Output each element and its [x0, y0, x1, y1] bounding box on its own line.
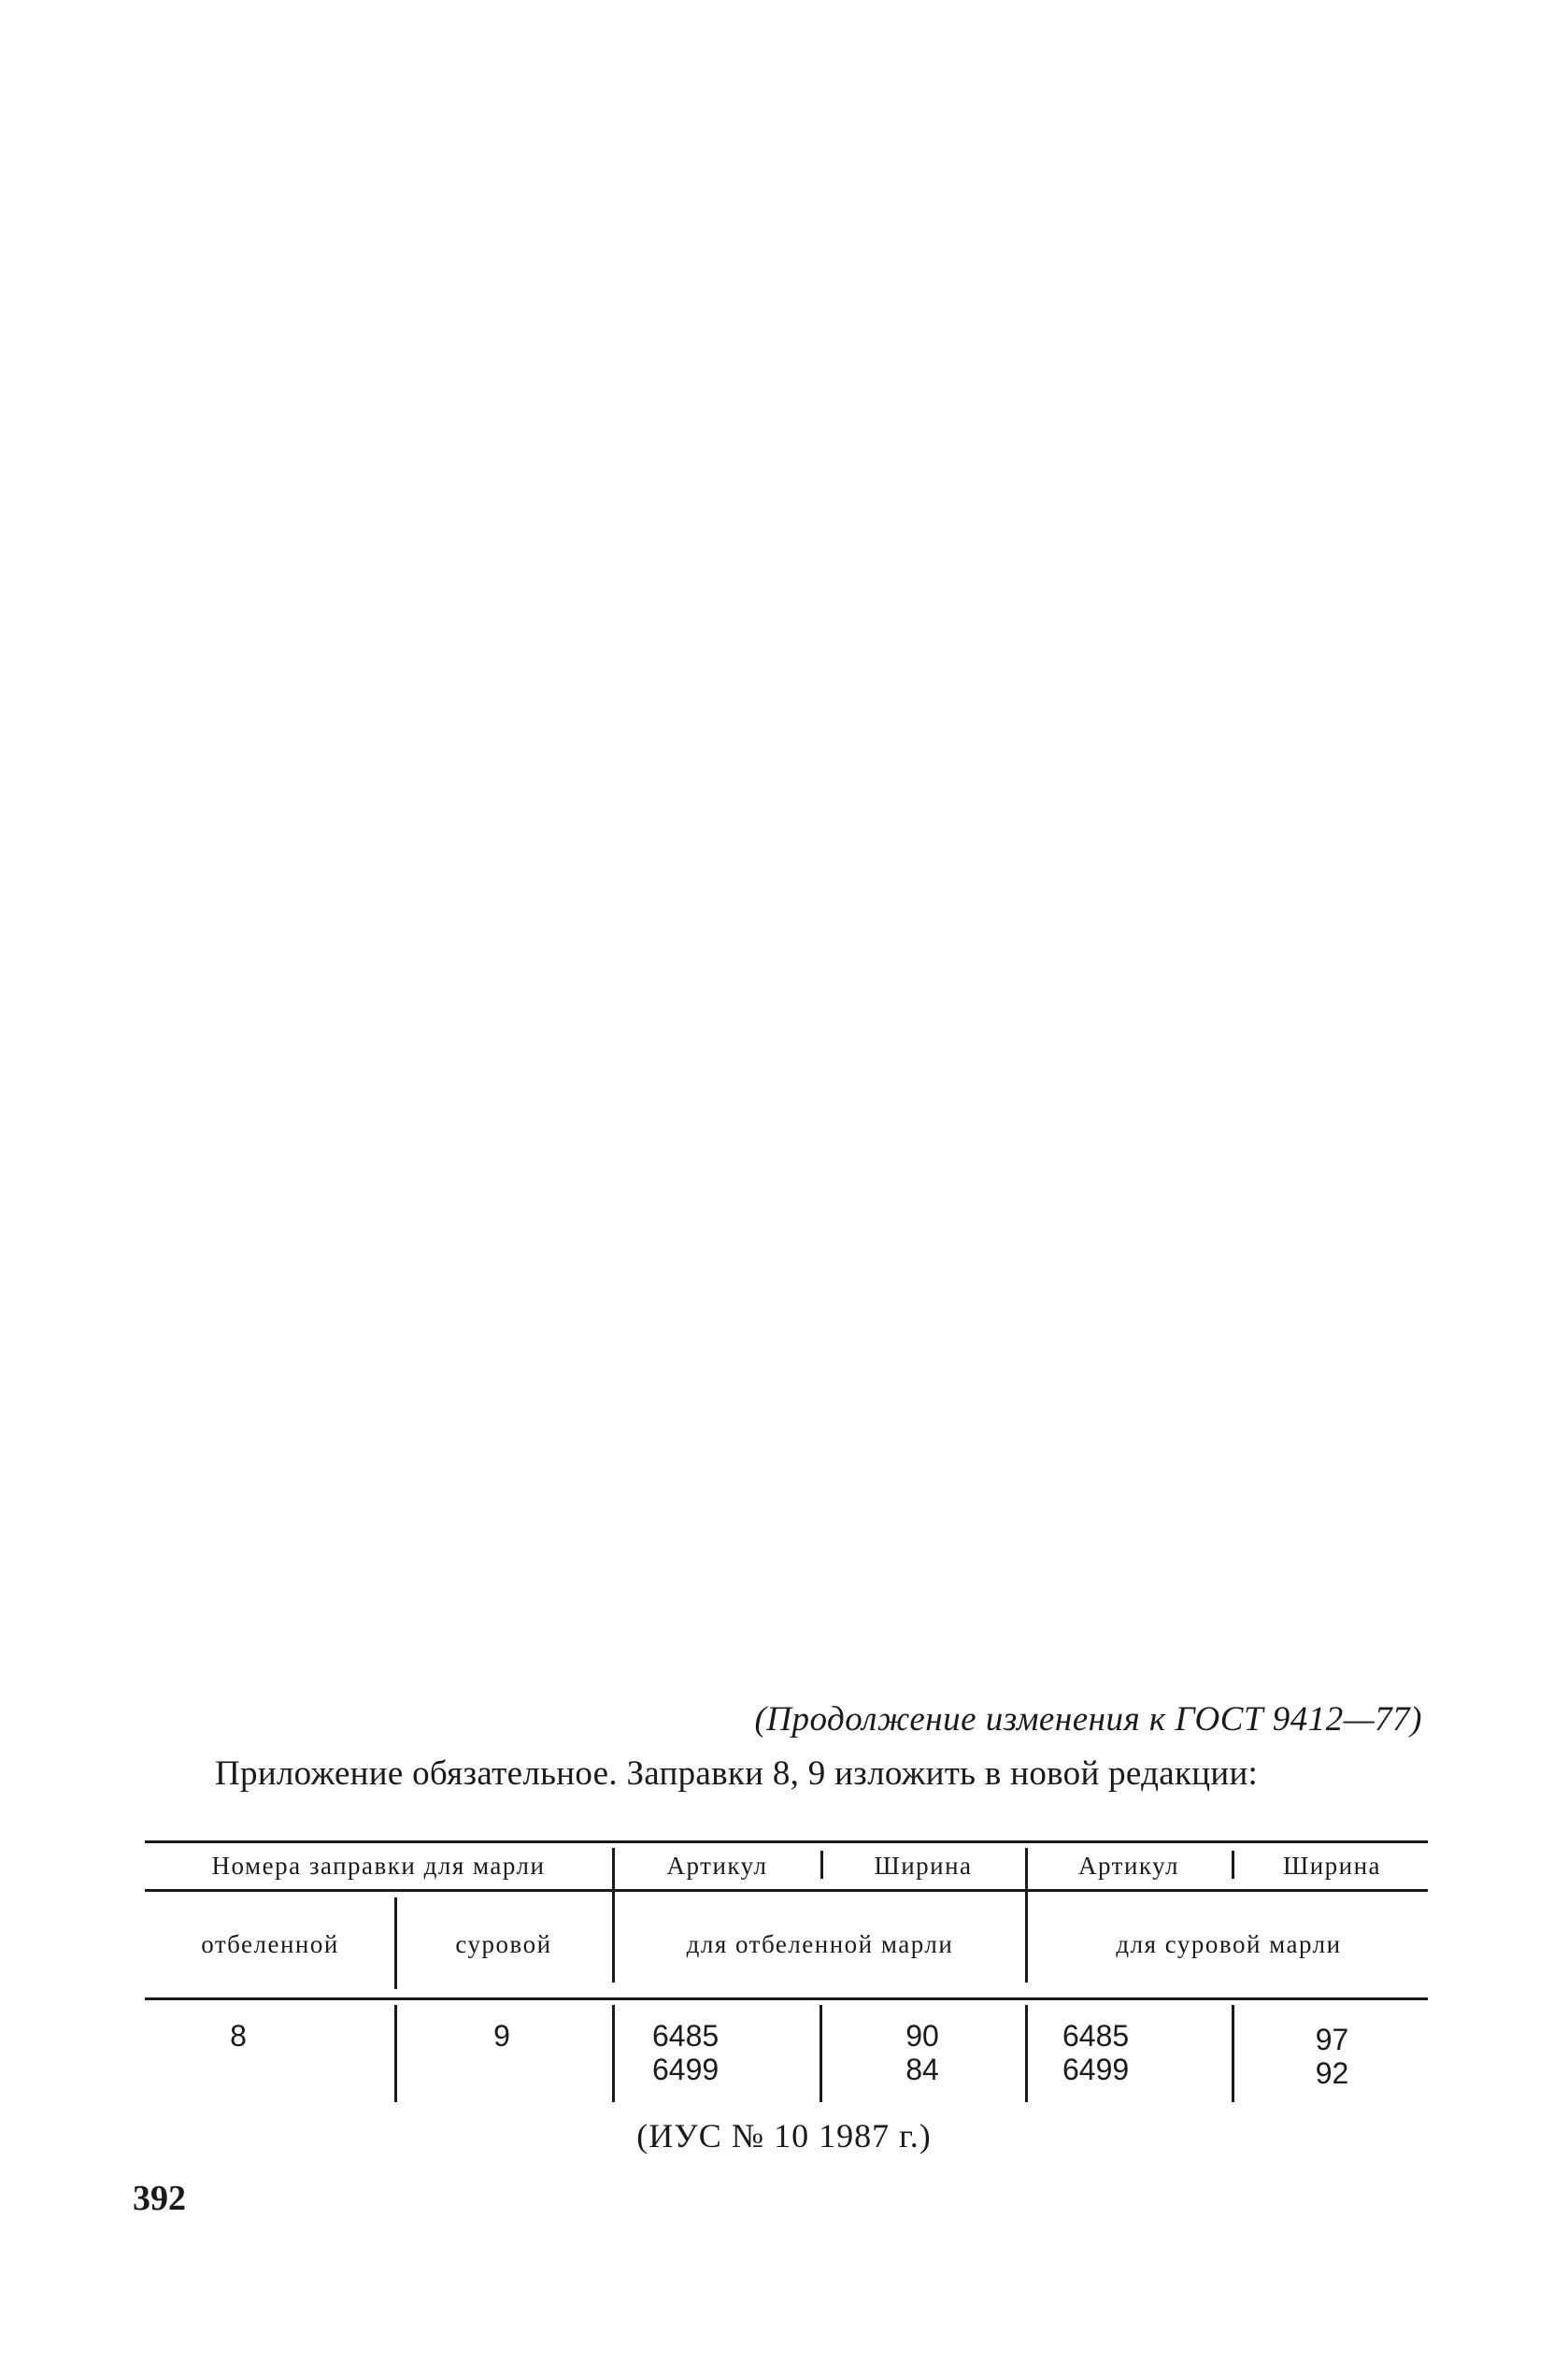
header-separator-rule: [145, 1889, 1428, 1892]
cell-bleached-article-1: 6485: [652, 2019, 720, 2053]
source-note: (ИУС № 10 1987 г.): [636, 2117, 932, 2154]
header-width-2: Ширина: [1282, 1852, 1382, 1880]
cell-raw-article-1: 6485: [1062, 2019, 1130, 2053]
vline-bleached-raw: [394, 1897, 397, 1989]
span-bleached-gauze: для отбеленной марли: [686, 1930, 954, 1958]
header-bottom-rule: [145, 1997, 1428, 2000]
vline-body-1: [394, 2005, 397, 2102]
cell-raw-width-1: 97: [1315, 2023, 1349, 2056]
vline-article-width-1: [820, 1851, 823, 1879]
header-width-1: Ширина: [874, 1852, 973, 1880]
vline-article-width-2: [1232, 1851, 1234, 1879]
intro-paragraph: Приложение обязательное. Заправки 8, 9 изложить в новой редакции:: [215, 1754, 1259, 1793]
vline-body-2: [612, 2005, 615, 2102]
vline-after-bleached-span: [1025, 1848, 1028, 1983]
vline-body-4: [1025, 2005, 1028, 2102]
vline-body-5: [1232, 2005, 1234, 2102]
cell-raw-width-2: 92: [1315, 2056, 1349, 2090]
continuation-heading: (Продолжение изменения к ГОСТ 9412—77): [754, 1700, 1422, 1739]
vline-body-3: [820, 2005, 822, 2102]
page-number: 392: [133, 2179, 186, 2218]
cell-bleached-width-2: 84: [905, 2053, 939, 2086]
header-article-2: Артикул: [1078, 1852, 1179, 1880]
span-raw-gauze: для суровой марли: [1116, 1930, 1342, 1958]
cell-bleached-article-2: 6499: [652, 2053, 720, 2086]
subheader-raw: суровой: [455, 1930, 552, 1958]
table-top-rule: [145, 1840, 1428, 1843]
cell-bleached-width-1: 90: [905, 2019, 939, 2053]
cell-raw-number: 9: [493, 2019, 510, 2053]
subheader-bleached: отбеленной: [201, 1930, 339, 1958]
cell-raw-article-2: 6499: [1062, 2053, 1130, 2086]
header-article-1: Артикул: [666, 1852, 768, 1880]
cell-bleached-number: 8: [230, 2019, 247, 2053]
header-group-label: Номера заправки для марли: [211, 1852, 546, 1880]
vline-after-group: [612, 1848, 615, 1983]
